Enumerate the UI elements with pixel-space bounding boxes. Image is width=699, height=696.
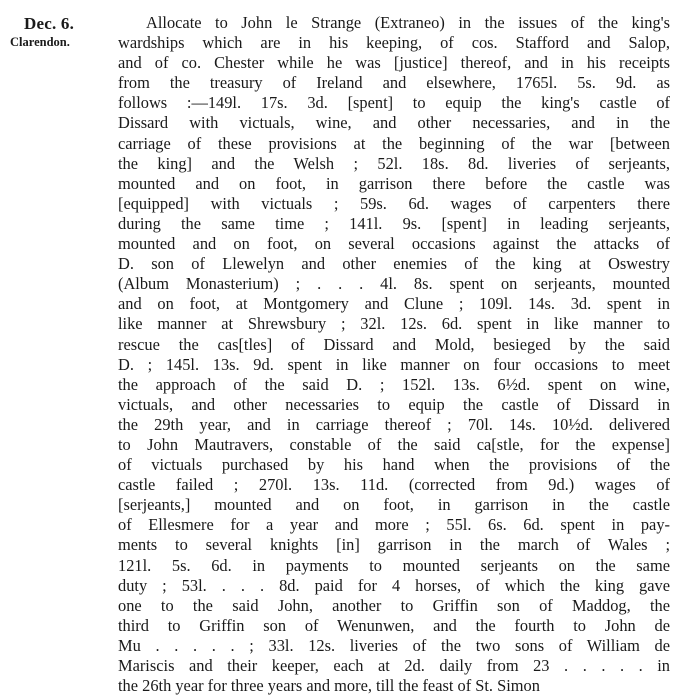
text-line: like manner at Shrewsbury ; 32l. 12s. 6d. spent in like manner to (118, 314, 670, 334)
text-line: duty ; 53l. . . . 8d. paid for 4 horses, of which the king gave (118, 575, 670, 595)
text-line: third to Griffin son of Wenunwen, and the fourth to John de (118, 615, 670, 635)
text-line: of victuals purchased by his hand when the provisions of the (118, 455, 670, 475)
text-line: rescue the cas[tles] of Dissard and Mold, besieged by the said (118, 334, 670, 354)
text-line: ments to several knights [in] garrison in the march of Wales ; (118, 535, 670, 555)
text-line: mounted and on foot, on several occasions against the attacks of (118, 234, 670, 254)
text-line: Allocate to John le Strange (Extraneo) in the issues of the king's (146, 13, 670, 32)
text-line: the king] and the Welsh ; 52l. 18s. 8d. liveries of serjeants, (118, 153, 670, 173)
text-line: [equipped] with victuals ; 59s. 6d. wages of carpenters there (118, 193, 670, 213)
text-line: mounted and on foot, in garrison there before the castle was (118, 173, 670, 193)
text-line: carriage of these provisions at the beginning of the war [between (118, 133, 670, 153)
text-line: of Ellesmere for a year and more ; 55l. 6s. 6d. spent in pay- (118, 515, 670, 535)
text-line: during the same time ; 141l. 9s. [spent] in leading serjeants, (118, 213, 670, 233)
text-line: and on foot, at Montgomery and Clune ; 109l. 14s. 3d. spent in (118, 294, 670, 314)
text-line: 121l. 5s. 6d. in payments to mounted serjeants on the same (118, 555, 670, 575)
margin-note (8, 14, 112, 50)
text-line: D. ; 145l. 13s. 9d. spent in like manner on four occasions to meet (118, 354, 670, 374)
entry-text (118, 13, 670, 696)
text-line: Mariscis and their keeper, each at 2d. daily from 23 . . . . . in (118, 656, 670, 675)
text-line: victuals, and other necessaries to equip the castle of Dissard in (118, 394, 670, 414)
text-line: the 26th year for three years and more, till the feast of St. Simon (118, 676, 540, 696)
text-line: one to the said John, another to Griffin son of Maddog, the (118, 595, 670, 615)
text-line: from the treasury of Ireland and elsewhere, 1765l. 5s. 9d. as (118, 73, 670, 93)
text-line: wardships which are in his keeping, of cos. Stafford and Salop, (118, 33, 670, 53)
entry-date: Dec. 6. (24, 14, 75, 33)
text-line: [serjeants,] mounted and on foot, in garrison in the castle (118, 495, 670, 515)
text-line: Mu . . . . . ; 33l. 12s. liveries of the two sons of William de (118, 635, 670, 655)
text-line: the 29th year, and in carriage thereof ; 70l. 14s. 10½d. delivered (118, 414, 670, 434)
text-line: the approach of the said D. ; 152l. 13s. 6½d. spent on wine, (118, 374, 670, 394)
text-line: D. son of Llewelyn and other enemies of the king at Oswestry (118, 254, 670, 274)
text-line: and of co. Chester while he was [justice] thereof, and in his receipts (118, 53, 670, 73)
entry-place: Clarendon. (10, 35, 70, 49)
text-line: Dissard with victuals, wine, and other necessaries, and in the (118, 113, 670, 133)
text-line: to John Mautravers, constable of the said ca[stle, for the expense] (118, 434, 670, 454)
text-line: castle failed ; 270l. 13s. 11d. (corrected from 9d.) wages of (118, 475, 670, 495)
text-line: follows :—149l. 17s. 3d. [spent] to equip the king's castle of (118, 93, 670, 113)
text-line: (Album Monasterium) ; . . . 4l. 8s. spent on serjeants, mounted (118, 274, 670, 294)
